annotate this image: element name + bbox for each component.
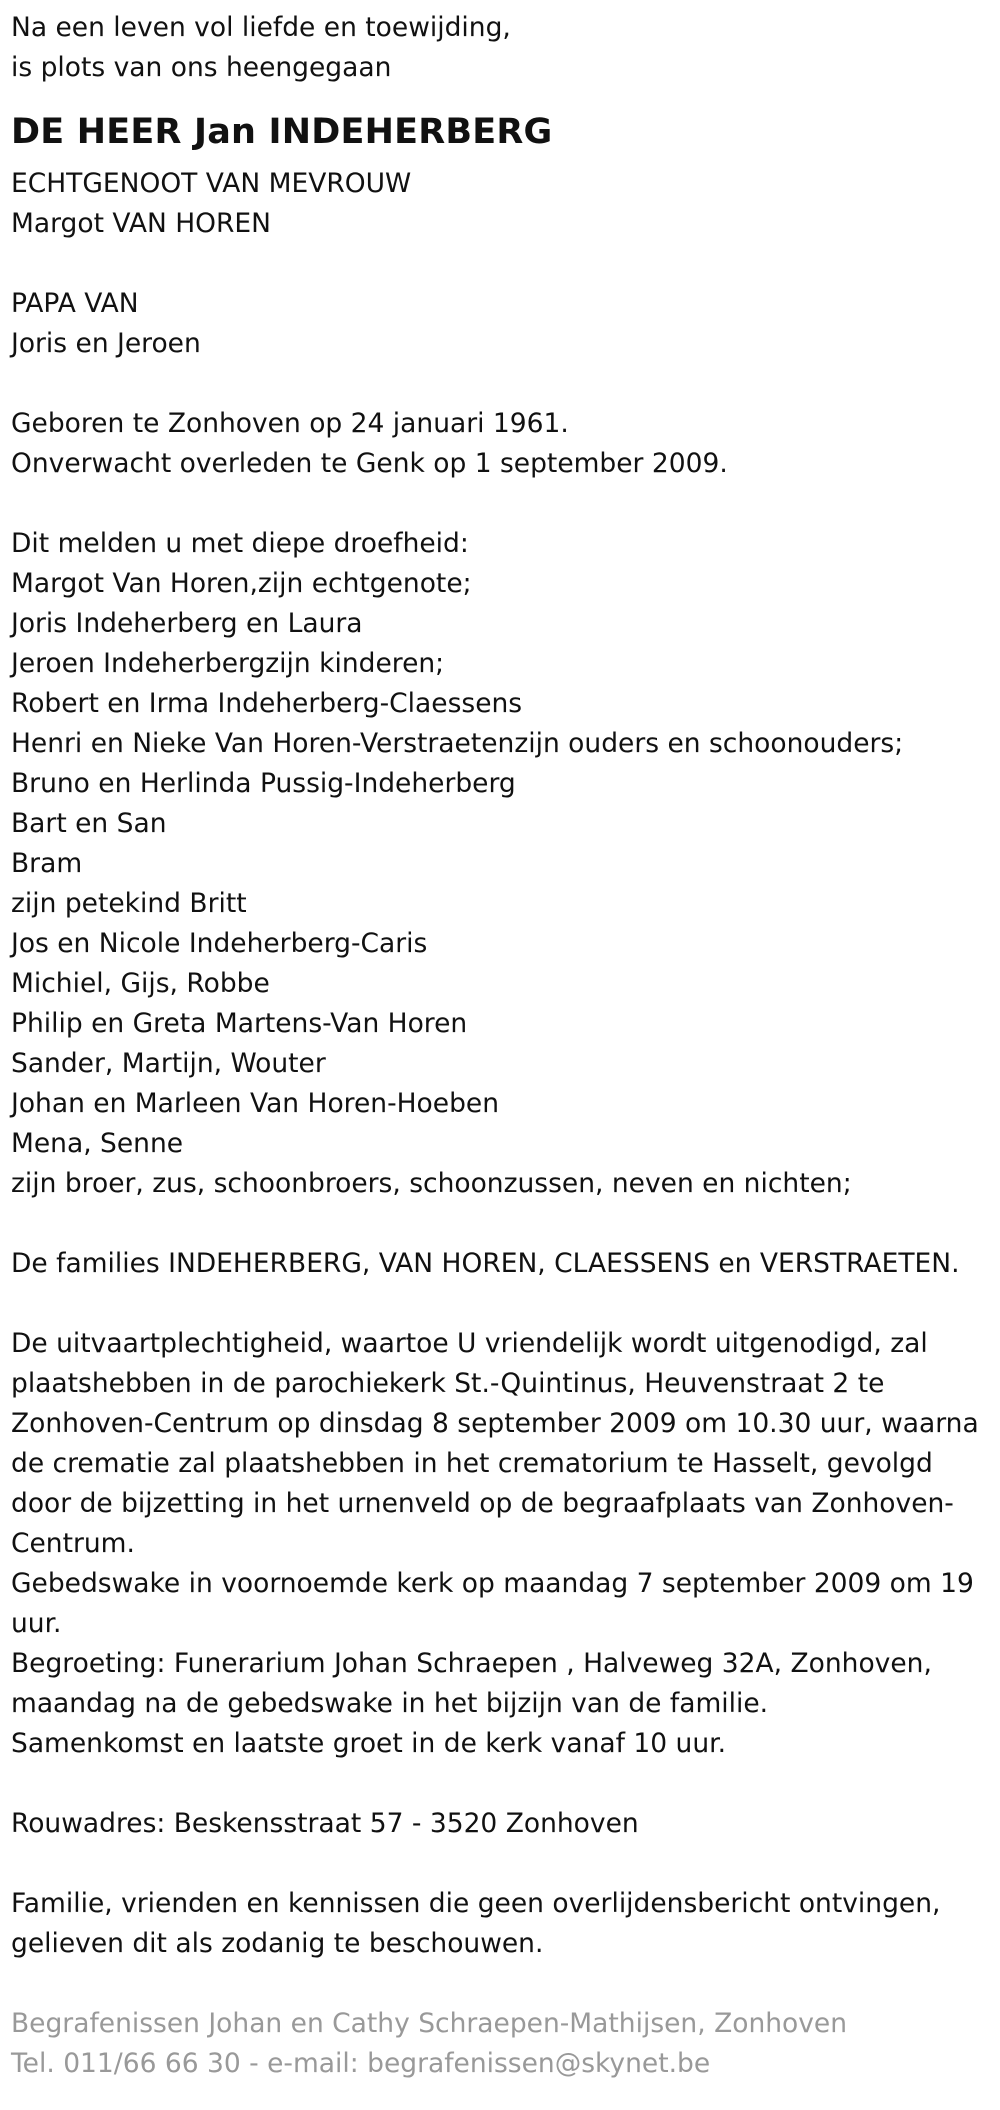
spouse-name: Margot VAN HOREN bbox=[11, 208, 271, 239]
ceremony-line: Centrum. bbox=[11, 1528, 135, 1559]
announcer-line: Mena, Senne bbox=[11, 1128, 184, 1159]
announcer-line: Sander, Martijn, Wouter bbox=[11, 1048, 326, 1079]
announcer-line: Jeroen Indeherbergzijn kinderen; bbox=[11, 648, 445, 679]
deceased-name-title: DE HEER Jan INDEHERBERG bbox=[11, 112, 553, 152]
notice-line-1: Familie, vrienden en kennissen die geen overlijdensbericht ontvingen, bbox=[11, 1888, 941, 1919]
families-line: De families INDEHERBERG, VAN HOREN, CLAESSENS en VERSTRAETEN. bbox=[11, 1248, 960, 1279]
mourning-address: Rouwadres: Beskensstraat 57 - 3520 Zonhoven bbox=[11, 1808, 639, 1839]
spacer bbox=[11, 244, 1000, 284]
spacer bbox=[11, 364, 1000, 404]
birth-info: Geboren te Zonhoven op 24 januari 1961. bbox=[11, 408, 569, 439]
spacer bbox=[11, 1764, 1000, 1804]
ceremony-line: door de bijzetting in het urnenveld op de begraafplaats van Zonhoven- bbox=[11, 1488, 954, 1519]
announcer-line: Jos en Nicole Indeherberg-Caris bbox=[11, 928, 428, 959]
announcer-line: zijn petekind Britt bbox=[11, 888, 247, 919]
announcer-line: Henri en Nieke Van Horen-Verstraetenzijn ouders en schoonouders; bbox=[11, 728, 904, 759]
ceremony-line: Zonhoven-Centrum op dinsdag 8 september 2009 om 10.30 uur, waarna bbox=[11, 1408, 979, 1439]
spacer bbox=[11, 484, 1000, 524]
intro-line-2: is plots van ons heengegaan bbox=[11, 52, 392, 83]
intro-line-1: Na een leven vol liefde en toewijding, bbox=[11, 12, 511, 43]
announcer-line: Bruno en Herlinda Pussig-Indeherberg bbox=[11, 768, 516, 799]
ceremony-line: maandag na de gebedswake in het bijzijn van de familie. bbox=[11, 1688, 769, 1719]
footer-company: Begrafenissen Johan en Cathy Schraepen-Mathijsen, Zonhoven bbox=[11, 2008, 848, 2039]
announcer-line: Bram bbox=[11, 848, 83, 879]
ceremony-line: Samenkomst en laatste groet in de kerk vanaf 10 uur. bbox=[11, 1728, 726, 1759]
children-names: Joris en Jeroen bbox=[11, 328, 201, 359]
announcer-line: zijn broer, zus, schoonbroers, schoonzussen, neven en nichten; bbox=[11, 1168, 852, 1199]
children-label: PAPA VAN bbox=[11, 288, 139, 319]
ceremony-line: de crematie zal plaatshebben in het crematorium te Hasselt, gevolgd bbox=[11, 1448, 933, 1479]
announcers-intro: Dit melden u met diepe droefheid: bbox=[11, 528, 469, 559]
announcer-line: Margot Van Horen,zijn echtgenote; bbox=[11, 568, 472, 599]
spouse-label: ECHTGENOOT VAN MEVROUW bbox=[11, 168, 412, 199]
notice-line-2: gelieven dit als zodanig te beschouwen. bbox=[11, 1928, 544, 1959]
announcer-line: Joris Indeherberg en Laura bbox=[11, 608, 363, 639]
spacer bbox=[11, 1844, 1000, 1884]
spacer bbox=[11, 1204, 1000, 1244]
spacer bbox=[11, 1284, 1000, 1324]
announcer-line: Robert en Irma Indeherberg-Claessens bbox=[11, 688, 523, 719]
ceremony-line: Begroeting: Funerarium Johan Schraepen , Halveweg 32A, Zonhoven, bbox=[11, 1648, 932, 1679]
ceremony-line: plaatshebben in de parochiekerk St.-Quintinus, Heuvenstraat 2 te bbox=[11, 1368, 885, 1399]
ceremony-line: uur. bbox=[11, 1608, 62, 1639]
announcer-line: Bart en San bbox=[11, 808, 167, 839]
death-info: Onverwacht overleden te Genk op 1 september 2009. bbox=[11, 448, 728, 479]
ceremony-line: De uitvaartplechtigheid, waartoe U vriendelijk wordt uitgenodigd, zal bbox=[11, 1328, 928, 1359]
announcer-line: Johan en Marleen Van Horen-Hoeben bbox=[11, 1088, 499, 1119]
announcer-line: Philip en Greta Martens-Van Horen bbox=[11, 1008, 468, 1039]
ceremony-line: Gebedswake in voornoemde kerk op maandag 7 september 2009 om 19 bbox=[11, 1568, 974, 1599]
footer-contact: Tel. 011/66 66 30 - e-mail: begrafenissen@skynet.be bbox=[11, 2048, 711, 2079]
announcer-line: Michiel, Gijs, Robbe bbox=[11, 968, 270, 999]
spacer bbox=[11, 1964, 1000, 2004]
